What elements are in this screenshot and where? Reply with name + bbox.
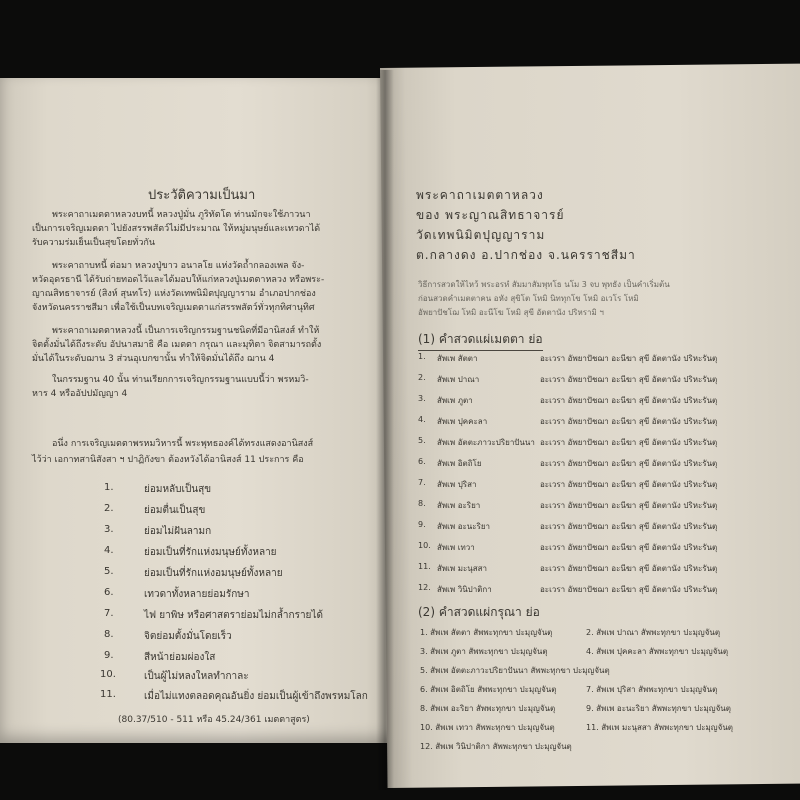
list-item: ย่อมเป็นที่รักแห่งมนุษย์ทั้งหลาย (144, 547, 277, 558)
paragraph-line: จิตตั้งมั่นได้ถึงระดับ อัปนาสมาธิ คือ เมตตา กรุณา และมุทิตา จิตสามารถตั้ง (32, 340, 322, 350)
chant-line: 5. สัพเพ อัตตะภาวะปริยาปันนา สัพพะทุกขา ปะมุญจันตุ (420, 666, 610, 675)
left-page-title: ประวัติความเป็นมา (148, 188, 256, 203)
chant-text: อะเวรา อัพยาปัชฌา อะนีฆา สุขี อัตตานัง ปริหะรันตุ (540, 417, 718, 426)
chant-text: อะเวรา อัพยาปัชฌา อะนีฆา สุขี อัตตานัง ปริหะรันตุ (540, 396, 718, 405)
paragraph-line: อนึ่ง การเจริญเมตตาพรหมวิหารนี้ พระพุทธองค์ได้ทรงแสดงอานิสงส์ (52, 439, 314, 449)
list-item: จิตย่อมตั้งมั่นโดยเร็ว (144, 631, 232, 642)
list-item: ย่อมเป็นที่รักแห่งอมนุษย์ทั้งหลาย (144, 568, 283, 579)
chant-text: อะเวรา อัพยาปัชฌา อะนีฆา สุขี อัตตานัง ปริหะรันตุ (540, 564, 718, 573)
list-item: ย่อมหลับเป็นสุข (144, 484, 212, 495)
reference-note: (80.37/510 - 511 หรือ 45.24/361 เมตตาสูตร) (118, 715, 310, 725)
list-number: 5. (104, 566, 114, 577)
list-item: สีหน้าย่อมผ่องใส (144, 652, 216, 663)
chant-number: 7. (418, 478, 426, 487)
chant-number: 11. (418, 562, 431, 571)
chant-text: อะเวรา อัพยาปัชฌา อะนีฆา สุขี อัตตานัง ปริหะรันตุ (540, 375, 718, 384)
chant-number: 3. (418, 394, 426, 403)
paragraph-line: หวัดอุดรธานี ได้รับถ่ายทอดไว้และได้มอบให้แก่หลวงปู่เมตตาหลวง หรือพระ- (32, 275, 325, 285)
chant-text: อะเวรา อัพยาปัชฌา อะนีฆา สุขี อัตตานัง ปริหะรันตุ (540, 480, 718, 489)
list-item: เทวดาทั้งหลายย่อมรักษา (144, 589, 250, 600)
list-number: 3. (104, 524, 114, 535)
list-item: เมื่อไม่แทงตลอดคุณอันยิ่ง ย่อมเป็นผู้เข้าถึงพรหมโลก (144, 691, 368, 702)
chant-line: 9. สัพเพ อะนะริยา สัพพะทุกขา ปะมุญจันตุ (586, 704, 731, 713)
list-item: ไฟ ยาพิษ หรือศาสตราย่อมไม่กล้ำกรายได้ (144, 610, 323, 621)
list-number: 11. (100, 689, 116, 700)
paragraph-line: พระคาถาเมตตาหลวงนี้ เป็นการเจริญกรรมฐานชนิดที่มีอานิสงส์ ทำให้ (52, 326, 320, 336)
list-number: 6. (104, 587, 114, 598)
paragraph-line: พระคาถาเมตตาหลวงบทนี้ หลวงปู่มั่น ภูริทัตโต ท่านมักจะใช้ภาวนา (52, 210, 311, 220)
chant-subject: สัพเพ อะนะริยา (437, 522, 491, 531)
right-page-header-line: วัดเทพนิมิตปุญญาราม (416, 228, 546, 242)
chant-line: 1. สัพเพ สัตตา สัพพะทุกขา ปะมุญจันตุ (420, 628, 553, 637)
chant-number: 1. (418, 352, 426, 361)
paragraph-line: หาร 4 หรืออัปปมัญญา 4 (32, 389, 128, 399)
paragraph-line: เป็นการเจริญเมตตา ไปยังสรรพสัตว์ไม่มีประมาณ ให้หมู่มนุษย์และเทวดาได้ (32, 224, 321, 234)
paragraph-line: ไว้ว่า เอกาทสานิสังสา ฯ ปาฏิกังขา ต้องหวังได้อานิสงส์ 11 ประการ คือ (32, 455, 304, 465)
chant-number: 2. (418, 373, 426, 382)
chant-number: 4. (418, 415, 426, 424)
chant-subject: สัพเพ ปุริสา (437, 480, 477, 489)
right-page-header-line: ต.กลางดง อ.ปากช่อง จ.นครราชสีมา (416, 248, 636, 262)
chant-subject: สัพเพ ปุคคะลา (437, 417, 488, 426)
chant-number: 8. (418, 499, 426, 508)
paragraph-line: ญาณสิทธาจารย์ (สิงห์ สุนทโร) แห่งวัดเทพนิมิตปุญญาราม อำเภอปากช่อง (32, 289, 316, 299)
paragraph-line: ในกรรมฐาน 40 นั้น ท่านเรียกการเจริญกรรมฐานแบบนี้ว่า พรหมวิ- (52, 375, 309, 385)
list-item: ย่อมไม่ฝันลามก (144, 526, 212, 537)
chant-line: 10. สัพเพ เทวา สัพพะทุกขา ปะมุญจันตุ (420, 723, 555, 732)
chant-text: อะเวรา อัพยาปัชฌา อะนีฆา สุขี อัตตานัง ปริหะรันตุ (540, 459, 718, 468)
paragraph-line: พระคาถาบทนี้ ต่อมา หลวงปู่ขาว อนาลโย แห่งวัดถ้ำกลองเพล จัง- (52, 261, 305, 271)
right-page-header-line: ของ พระญาณสิทธาจารย์ (416, 208, 565, 222)
chant-subject: สัพเพ อะริยา (437, 501, 481, 510)
chant-text: อะเวรา อัพยาปัชฌา อะนีฆา สุขี อัตตานัง ปริหะรันตุ (540, 585, 718, 594)
chant-subject: สัพเพ วินิปาติกา (437, 585, 492, 594)
chant-text: อะเวรา อัพยาปัชฌา อะนีฆา สุขี อัตตานัง ปริหะรันตุ (540, 522, 718, 531)
chant-subject: สัพเพ เทวา (437, 543, 475, 552)
chant-line: 12. สัพเพ วินิปาติกา สัพพะทุกขา ปะมุญจันตุ (420, 742, 572, 751)
chant-line: 6. สัพเพ อิตถิโย สัพพะทุกขา ปะมุญจันตุ (420, 685, 557, 694)
chant-subject: สัพเพ ปาณา (437, 375, 480, 384)
list-number: 10. (100, 669, 116, 680)
list-item: ย่อมตื่นเป็นสุข (144, 505, 206, 516)
chant-line: 2. สัพเพ ปาณา สัพพะทุกขา ปะมุญจันตุ (586, 628, 721, 637)
intro-line: ก่อนสวดคำเมตตาคน อหัง สุขิโต โหมิ นิททุกโข โหมิ อเวโร โหมิ (418, 294, 639, 303)
list-number: 2. (104, 503, 114, 514)
chant-text: อะเวรา อัพยาปัชฌา อะนีฆา สุขี อัตตานัง ปริหะรันตุ (540, 501, 718, 510)
list-number: 1. (104, 482, 114, 493)
chant-subject: สัพเพ อิตถิโย (437, 459, 482, 468)
section-title: (1) คำสวดแผ่เมตตา ย่อ (418, 330, 543, 351)
book-gutter (376, 70, 394, 790)
list-number: 7. (104, 608, 114, 619)
right-page-header-line: พระคาถาเมตตาหลวง (416, 188, 544, 202)
list-number: 4. (104, 545, 114, 556)
chant-number: 10. (418, 541, 431, 550)
chant-text: อะเวรา อัพยาปัชฌา อะนีฆา สุขี อัตตานัง ปริหะรันตุ (540, 438, 718, 447)
list-number: 8. (104, 629, 114, 640)
paragraph-line: จังหวัดนครราชสีมา เพื่อใช้เป็นบทเจริญเมตตาแก่สรรพสัตว์ทั่วทุกทิศานุทิศ (32, 303, 315, 313)
chant-number: 6. (418, 457, 426, 466)
chant-number: 12. (418, 583, 431, 592)
list-number: 9. (104, 650, 114, 661)
chant-subject: สัพเพ ภูตา (437, 396, 473, 405)
chant-number: 5. (418, 436, 426, 445)
intro-line: วิธีการสวดให้ไหว้ พระอรหํ สัมมาสัมพุทโธ นโม 3 จบ พุทธัง เป็นคำเริ่มต้น (418, 280, 670, 289)
chant-subject: สัพเพ มะนุสสา (437, 564, 488, 573)
section-title: (2) คำสวดแผ่กรุณา ย่อ (418, 605, 540, 619)
chant-number: 9. (418, 520, 426, 529)
chant-subject: สัพเพ สัตตา (437, 354, 478, 363)
list-item: เป็นผู้ไม่หลงใหลทำกาละ (144, 671, 249, 682)
intro-line: อัพยาปัชโฌ โหมิ อะนีโฆ โหมิ สุขี อัตตานัง ปริหรามิ ฯ (418, 308, 604, 317)
chant-line: 8. สัพเพ อะริยา สัพพะทุกขา ปะมุญจันตุ (420, 704, 556, 713)
chant-subject: สัพเพ อัตตะภาวะปริยาปันนา (437, 438, 535, 447)
paragraph-line: มั่นได้ในระดับฌาน 3 ส่วนอุเบกขานั้น ทำให้จิตมั่นได้ถึง ฌาน 4 (32, 354, 275, 364)
chant-line: 4. สัพเพ ปุคคะลา สัพพะทุกขา ปะมุญจันตุ (586, 647, 729, 656)
chant-text: อะเวรา อัพยาปัชฌา อะนีฆา สุขี อัตตานัง ปริหะรันตุ (540, 543, 718, 552)
chant-line: 11. สัพเพ มะนุสสา สัพพะทุกขา ปะมุญจันตุ (586, 723, 733, 732)
chant-line: 7. สัพเพ ปุริสา สัพพะทุกขา ปะมุญจันตุ (586, 685, 718, 694)
chant-line: 3. สัพเพ ภูตา สัพพะทุกขา ปะมุญจันตุ (420, 647, 548, 656)
paragraph-line: รับความร่มเย็นเป็นสุขโดยทั่วกัน (32, 238, 156, 248)
chant-text: อะเวรา อัพยาปัชฌา อะนีฆา สุขี อัตตานัง ปริหะรันตุ (540, 354, 718, 363)
